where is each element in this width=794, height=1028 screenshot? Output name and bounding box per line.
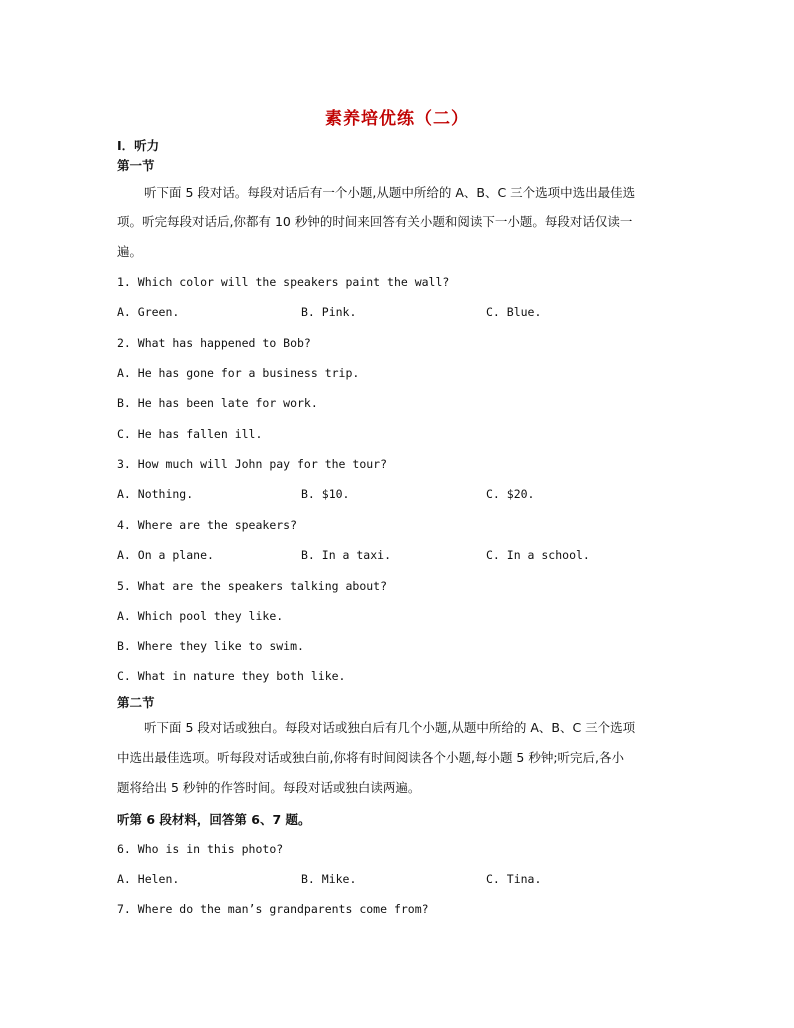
- options-row-1: [117, 305, 542, 319]
- option-c: C. $20.: [486, 487, 535, 501]
- options-row-4: [117, 548, 590, 562]
- part2-instruction-line: 听下面 5 段对话或独白。每段对话或独白后有几个小题,从题中所给的 A、B、C 三个选项: [144, 720, 636, 735]
- option-b: B. $10.: [301, 487, 350, 501]
- option-b: B. He has been late for work.: [117, 396, 318, 410]
- option-a: A. He has gone for a business trip.: [117, 366, 360, 380]
- part1-instruction-line: 项。听完每段对话后,你都有 10 秒钟的时间来回答有关小题和阅读下一小题。每段对话仅读一: [117, 214, 633, 229]
- question-3: 3. How much will John pay for the tour?: [117, 457, 388, 471]
- option-a: A. Nothing.: [117, 487, 194, 501]
- option-c: C. Blue.: [486, 305, 542, 319]
- question-7: 7. Where do the man’s grandparents come from?: [117, 902, 429, 916]
- part2-instruction-line: 题将给出 5 秒钟的作答时间。每段对话或独白读两遍。: [117, 780, 421, 795]
- page-title: 素养培优练（二）: [325, 109, 469, 129]
- part1-instruction-line: 遍。: [117, 244, 143, 259]
- question-5: 5. What are the speakers talking about?: [117, 579, 388, 593]
- option-a: A. Which pool they like.: [117, 609, 284, 623]
- option-b: B. In a taxi.: [301, 548, 392, 562]
- option-c: C. Tina.: [486, 872, 542, 886]
- option-c: C. He has fallen ill.: [117, 427, 263, 441]
- part1-label: 第一节: [117, 158, 155, 173]
- question-4: 4. Where are the speakers?: [117, 518, 298, 532]
- option-a: A. Green.: [117, 305, 180, 319]
- part2-label: 第二节: [117, 695, 155, 710]
- options-row-6: [117, 872, 542, 886]
- question-6: 6. Who is in this photo?: [117, 842, 284, 856]
- material-note: 听第 6 段材料，回答第 6、7 题。: [117, 812, 311, 827]
- option-b: B. Mike.: [301, 872, 357, 886]
- option-b: B. Where they like to swim.: [117, 639, 304, 653]
- option-a: A. Helen.: [117, 872, 180, 886]
- section-heading: Ⅰ．听力: [117, 138, 160, 153]
- options-row-3: [117, 487, 535, 501]
- question-2: 2. What has happened to Bob?: [117, 336, 311, 350]
- question-1: 1. Which color will the speakers paint the wall?: [117, 275, 450, 289]
- part2-instruction-line: 中选出最佳选项。听每段对话或独白前,你将有时间阅读各个小题,每小题 5 秒钟;听完后,各小: [117, 750, 625, 765]
- option-c: C. In a school.: [486, 548, 590, 562]
- option-c: C. What in nature they both like.: [117, 669, 346, 683]
- option-a: A. On a plane.: [117, 548, 214, 562]
- part1-instruction-line: 听下面 5 段对话。每段对话后有一个小题,从题中所给的 A、B、C 三个选项中选出最佳选: [144, 185, 636, 200]
- option-b: B. Pink.: [301, 305, 357, 319]
